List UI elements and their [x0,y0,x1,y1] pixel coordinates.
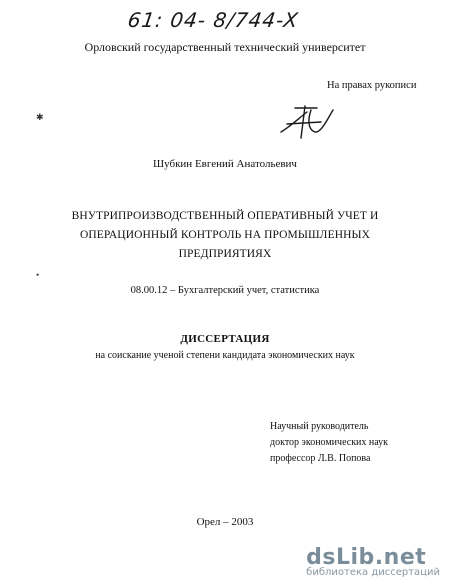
margin-mark: ✱ [36,112,44,122]
dissertation-heading: ДИССЕРТАЦИЯ [180,333,270,345]
handwritten-catalog-code: 61: 04- 8/744-X [126,8,301,32]
watermark-logo-text: dsLib.net [306,545,427,570]
scientific-advisor-block [270,419,388,467]
margin-mark: • [36,270,40,280]
advisor-line: доктор экономических наук [270,437,389,448]
advisor-line: профессор Л.В. Попова [270,453,371,464]
dslib-watermark [306,545,440,578]
specialty-code: 08.00.12 – Бухгалтерский учет, статистика [130,285,320,296]
advisor-line: Научный руководитель [270,421,369,432]
title-line: ОПЕРАЦИОННЫЙ КОНТРОЛЬ НА ПРОМЫШЛЕННЫХ [79,229,371,241]
signature-mark [277,102,337,142]
author-name: Шубкин Евгений Анатольевич [153,158,297,170]
dissertation-title [0,207,450,264]
university-name: Орловский государственный технический университет [84,40,366,54]
city-year: Орел – 2003 [196,516,254,528]
title-line: ПРЕДПРИЯТИЯХ [178,248,272,260]
watermark-tagline: библиотека диссертаций [306,567,440,578]
rights-notice: На правах рукописи [327,80,417,91]
degree-subheading: на соискание ученой степени кандидата экономических наук [95,350,355,361]
title-line: ВНУТРИПРОИЗВОДСТВЕННЫЙ ОПЕРАТИВНЫЙ УЧЕТ И [71,210,379,222]
